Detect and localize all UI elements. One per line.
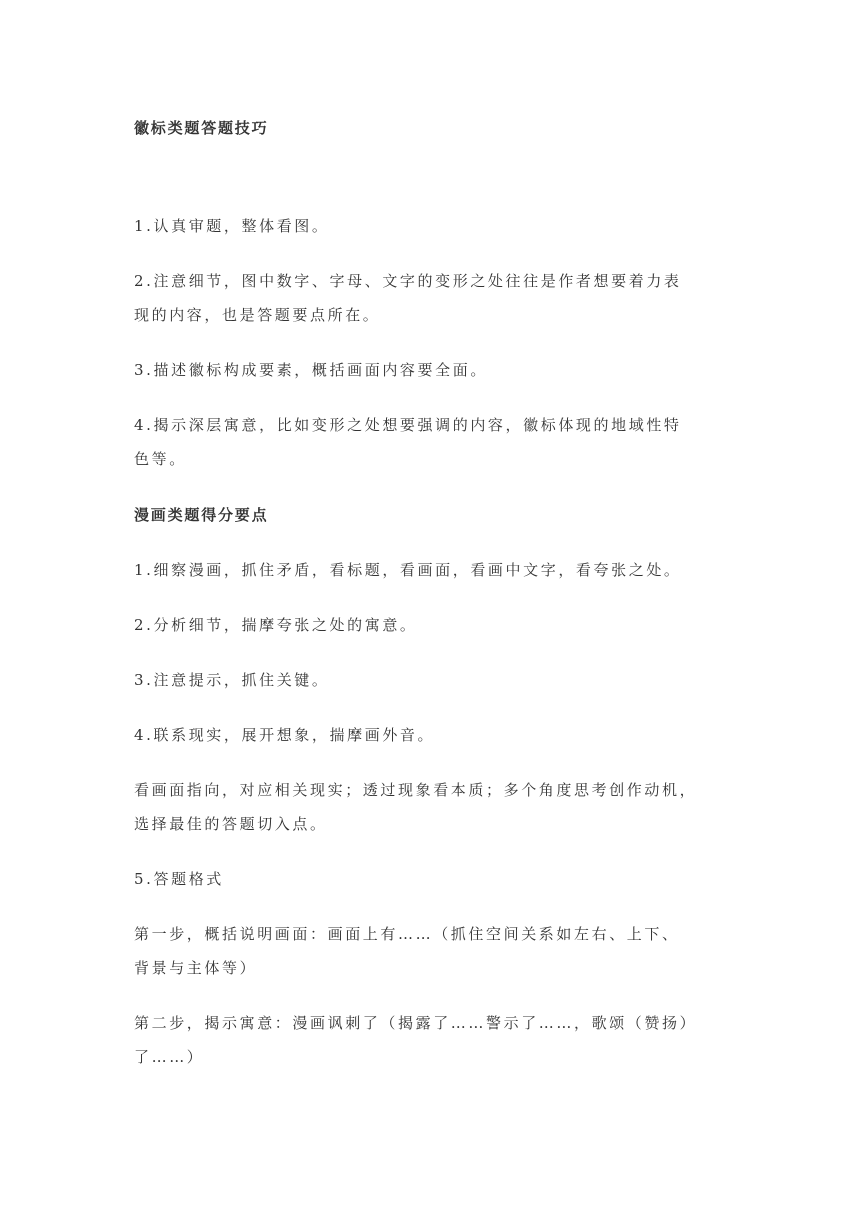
comic-tip-5: 5.答题格式 — [134, 870, 224, 888]
section-heading-comic: 漫画类题得分要点 — [134, 506, 269, 524]
logo-tip-2-line-1: 2.注意细节，图中数字、字母、文字的变形之处往往是作者想要着力表 — [134, 272, 682, 290]
answer-step-2-line-2: 了……） — [134, 1048, 205, 1066]
logo-tip-4-line-1: 4.揭示深层寓意，比如变形之处想要强调的内容，徽标体现的地域性特 — [134, 416, 682, 434]
answer-step-1-line-2: 背景与主体等） — [134, 959, 258, 977]
logo-tip-2-line-2: 现的内容，也是答题要点所在。 — [134, 306, 381, 324]
answer-step-1-line-1: 第一步，概括说明画面：画面上有……（抓住空间关系如左右、上下、 — [134, 925, 680, 943]
logo-tip-1: 1.认真审题，整体看图。 — [134, 217, 330, 235]
section-heading-logo: 徽标类题答题技巧 — [134, 119, 269, 137]
comic-tip-4: 4.联系现实，展开想象，揣摩画外音。 — [134, 726, 436, 744]
comic-tip-2: 2.分析细节，揣摩夸张之处的寓意。 — [134, 616, 418, 634]
comic-tip-1: 1.细察漫画，抓住矛盾，看标题，看画面，看画中文字，看夸张之处。 — [134, 561, 682, 579]
comic-tip-3: 3.注意提示，抓住关键。 — [134, 671, 330, 689]
comic-note-line-1: 看画面指向，对应相关现实；透过现象看本质；多个角度思考创作动机， — [134, 781, 698, 799]
comic-note-line-2: 选择最佳的答题切入点。 — [134, 815, 328, 833]
logo-tip-3: 3.描述徽标构成要素，概括画面内容要全面。 — [134, 361, 488, 379]
logo-tip-4-line-2: 色等。 — [134, 450, 187, 468]
answer-step-2-line-1: 第二步，揭示寓意：漫画讽刺了（揭露了……警示了……，歌颂（赞扬） — [134, 1014, 698, 1032]
